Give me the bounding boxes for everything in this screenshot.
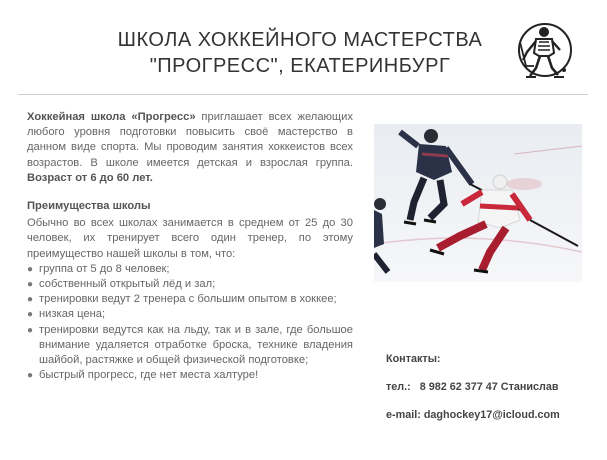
bullet-icon: ● (27, 324, 34, 336)
hockey-player-icon (514, 20, 574, 84)
phone-value[interactable]: 8 982 62 377 47 Станислав (419, 381, 559, 393)
bullet-icon: ● (27, 279, 34, 291)
contact-email (386, 408, 560, 422)
contacts-title: Контакты: (386, 353, 441, 365)
contacts (386, 352, 560, 436)
intro-paragraph (27, 110, 353, 186)
phone-label: тел.: (386, 381, 411, 393)
title-line-1: ШКОЛА ХОККЕЙНОГО МАСТЕРСТВА (117, 29, 483, 51)
list-item (27, 277, 353, 292)
bullet-icon: ● (27, 370, 34, 382)
header-divider (18, 94, 588, 95)
list-item-text: группа от 5 до 8 человек; (39, 262, 170, 275)
header (0, 0, 607, 94)
email-link[interactable]: daghockey17@icloud.com (423, 409, 560, 421)
advantages-title: Преимущества школы (27, 200, 151, 213)
school-name: Хоккейная школа «Прогресс» (27, 111, 196, 123)
advantages-list (27, 262, 353, 384)
main-content (27, 110, 353, 383)
bullet-icon: ● (27, 294, 34, 306)
list-item (27, 368, 353, 383)
list-item (27, 262, 353, 277)
intro-text: приглашает всех желающих любого уровня подготовки повысить своё мастерство в данном виде спорта. Мы проводим занятия хоккеистов всех возрастов. В школе имеется детская и взрослая группа. (27, 111, 353, 169)
list-item (27, 307, 353, 322)
title-line-2: "ПРОГРЕСС", ЕКАТЕРИНБУРГ (149, 55, 451, 77)
list-item-text: тренировки ведутся как на льду, так и в зале, где большое внимание удаляется отработке броска, технике владения шайбой, растяжке и общей физической подготовке; (39, 323, 353, 367)
list-item-text: тренировки ведут 2 тренера с большим опытом в хоккее; (39, 293, 337, 306)
bullet-icon: ● (27, 263, 34, 275)
hockey-players-photo (374, 124, 582, 282)
list-item (27, 323, 353, 369)
list-item-text: низкая цена; (39, 308, 106, 321)
bullet-icon: ● (27, 309, 34, 321)
age-range: Возраст от 6 до 60 лет. (27, 171, 153, 184)
list-item-text: собственный открытый лёд и зал; (39, 278, 216, 291)
page-title (70, 27, 530, 79)
list-item (27, 292, 353, 307)
advantages-text: Обычно во всех школах занимается в среднем от 25 до 30 человек, их тренирует всего один тренер, по этому преимущество нашей школы в том, что: (27, 217, 353, 260)
contact-phone (386, 380, 560, 394)
list-item-text: быстрый прогресс, где нет места халтуре! (39, 369, 259, 382)
email-label: e-mail: (386, 409, 421, 421)
